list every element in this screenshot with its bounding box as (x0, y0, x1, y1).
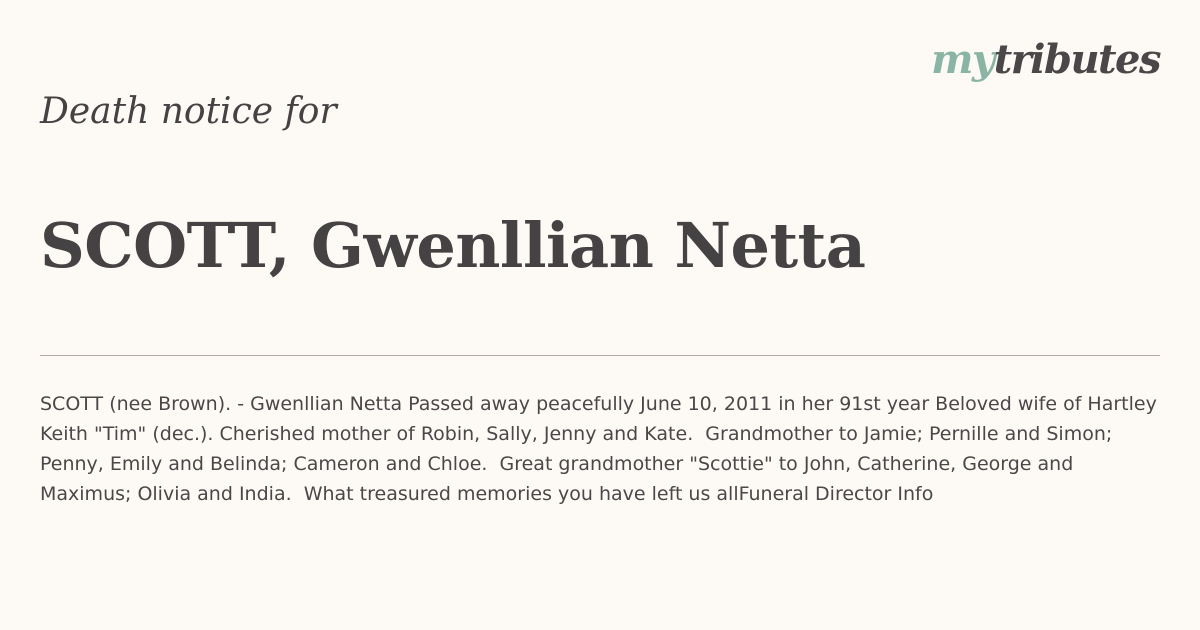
deceased-name-heading: SCOTT, Gwenllian Netta (40, 209, 866, 282)
logo-part-tributes: tributes (993, 36, 1160, 83)
logo-part-my: my (931, 36, 994, 83)
section-divider (40, 355, 1160, 356)
notice-body-text: SCOTT (nee Brown). - Gwenllian Netta Passed away peacefully June 10, 2011 in her 91st year Beloved wife of Hartley Keith "Tim" (dec.). Cherished mother of Robin, Sally, Jenny and Kate. Grandmother to Jamie; Pernille and Simon; Penny, Emily and Belinda; Cameron and Chloe. Great grandmother "Scottie" to John, Catherine, George and Maximus; Olivia and India. What treasured memories you have left us allFuneral Director Info (40, 393, 1163, 505)
mytributes-logo[interactable] (931, 34, 1160, 86)
death-notice-label: Death notice for (40, 91, 337, 132)
